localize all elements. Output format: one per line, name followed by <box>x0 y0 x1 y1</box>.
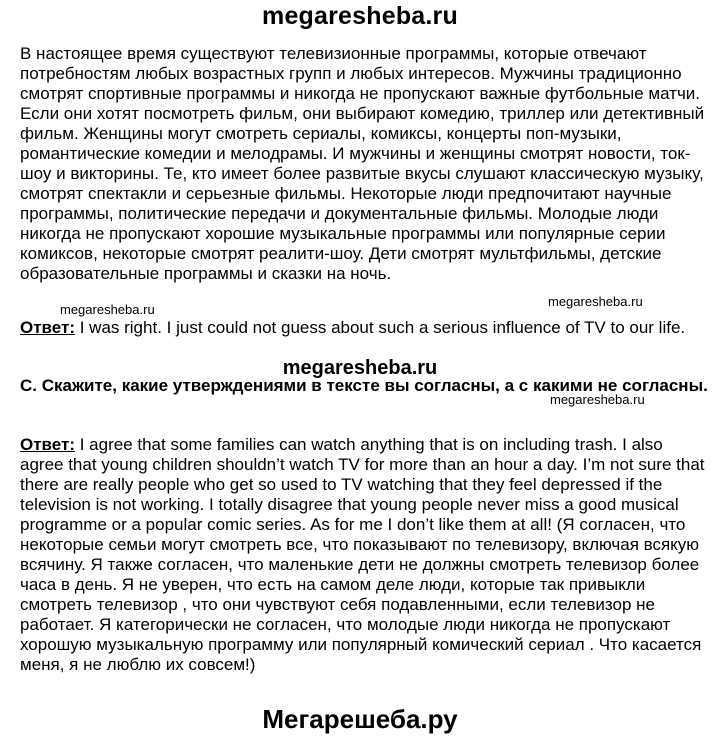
watermark-middle: megaresheba.ru <box>282 357 438 379</box>
answer-2 <box>20 435 708 675</box>
answer-2-text: I agree that some families can watch anything that is on including trash. I also agree that young children shouldn’t watch TV for more than an hour a day. I’m not sure that there are really people who get so used to TV watching that they feel depressed if the television is not working. I totally disagree that young people never miss a good musical programme or a popular comic series. As for me I don’t like them at all! (Я согласен, что некоторые семьи могут смотреть все, что показывают по телевизору, включая всякую всячину. Я также согласен, что маленькие дети не должны смотреть телевизор более часа в день. Я не уверен, что есть на самом деле люди, которые так привыкли смотреть телевизор , что они чувствуют себя подавленными, если телевизор не работает. Я категорически не согласен, что молодые люди никогда не пропускают хорошую музыкальную программу или популярный комический сериал . Что касается меня, я не люблю их совсем!) <box>20 435 705 674</box>
answer-2-label: Ответ: <box>20 435 75 454</box>
watermark-header: megaresheba.ru <box>262 2 458 30</box>
answer-1-label: Ответ: <box>20 318 75 337</box>
watermark-footer: Мегарешеба.ру <box>262 704 458 734</box>
answer-1 <box>20 318 708 338</box>
watermark-small-question: megaresheba.ru <box>550 392 645 407</box>
watermark-small-left: megaresheba.ru <box>60 302 155 317</box>
question-c: C. Скажите, какие утверждениями в тексте вы согласны, а с какими не согласны. <box>20 376 708 395</box>
answer-1-text: I was right. I just could not guess about such a serious influence of TV to our life. <box>75 318 686 337</box>
russian-paragraph: В настоящее время существуют телевизионные программы, которые отвечают потребностям любых возрастных групп и любых интересов. Мужчины традиционно смотрят спортивные программы и никогда не пропускают важные футбольные матчи. Если они хотят посмотреть фильм, они выбирают комедию, триллер или детективный фильм. Женщины могут смотреть сериалы, комиксы, концерты поп-музыки, романтические комедии и мелодрамы. И мужчины и женщины смотрят новости, ток-шоу и викторины. Те, кто имеет более развитые вкусы слушают классическую музыку, смотрят спектакли и серьезные фильмы. Некоторые люди предпочитают научные программы, политические передачи и документальные фильмы. Молодые люди никогда не пропускают хорошие музыкальные программы или популярные серии комиксов, некоторые смотрят реалити-шоу. Дети смотрят мультфильмы, детские образовательные программы и сказки на ночь. <box>20 44 705 283</box>
watermark-small-right: megaresheba.ru <box>548 294 643 309</box>
